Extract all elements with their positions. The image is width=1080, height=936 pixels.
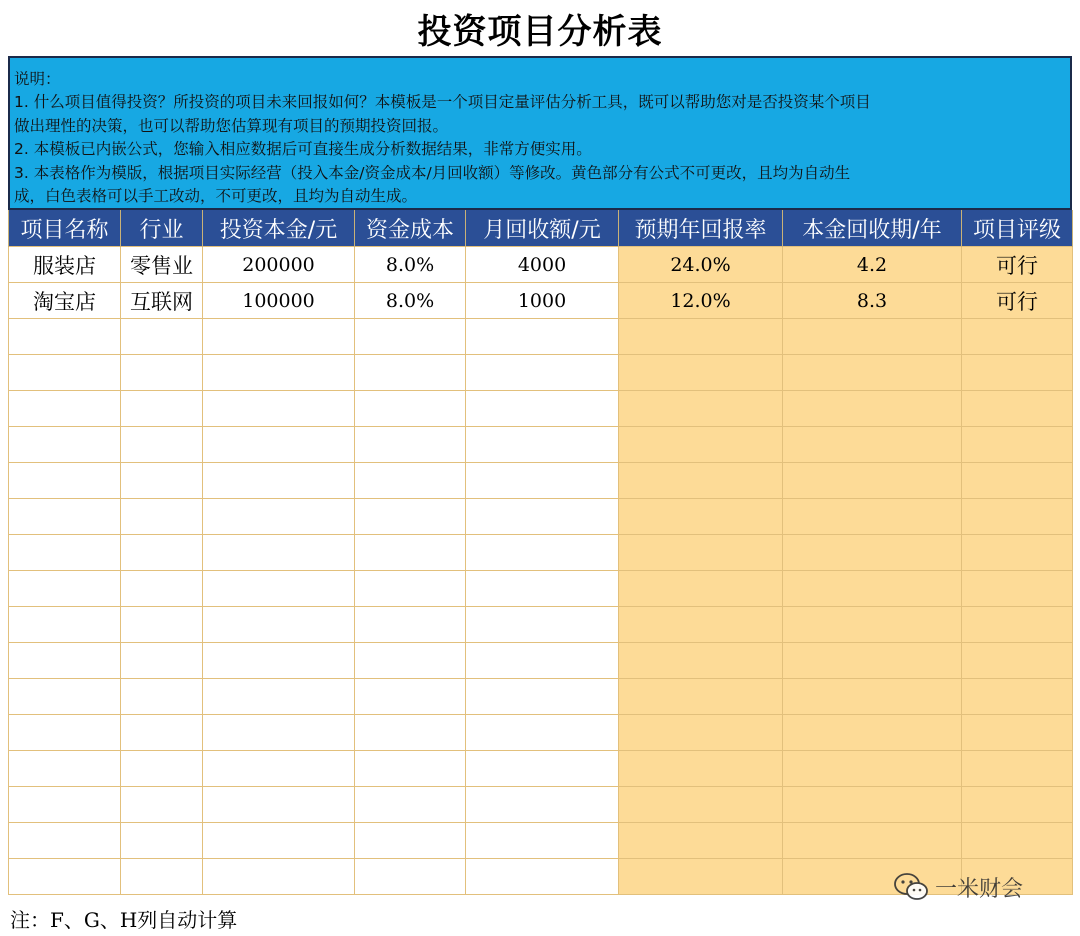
- cell-principal[interactable]: [203, 607, 355, 643]
- cell-industry[interactable]: [121, 679, 203, 715]
- cell-monthly-return[interactable]: [466, 823, 619, 859]
- cell-project-name[interactable]: [9, 607, 121, 643]
- cell-principal[interactable]: 100000: [203, 283, 355, 319]
- cell-annual-return-rate[interactable]: [619, 535, 783, 571]
- cell-project-name[interactable]: [9, 535, 121, 571]
- cell-annual-return-rate[interactable]: [619, 571, 783, 607]
- cell-industry[interactable]: [121, 463, 203, 499]
- cell-payback-period[interactable]: [783, 319, 962, 355]
- cell-annual-return-rate[interactable]: [619, 823, 783, 859]
- cell-rating[interactable]: [962, 463, 1073, 499]
- description-line: 做出理性的决策，也可以帮助您估算现有项目的预期投资回报。: [14, 116, 449, 135]
- cell-capital-cost[interactable]: [355, 355, 466, 391]
- cell-project-name[interactable]: [9, 319, 121, 355]
- cell-project-name[interactable]: [9, 427, 121, 463]
- cell-monthly-return[interactable]: [466, 643, 619, 679]
- cell-industry[interactable]: 零售业: [121, 247, 203, 283]
- header-project-name[interactable]: 项目名称: [9, 210, 121, 247]
- cell-rating[interactable]: [962, 823, 1073, 859]
- cell-capital-cost[interactable]: [355, 499, 466, 535]
- cell-capital-cost[interactable]: [355, 823, 466, 859]
- cell-rating[interactable]: [962, 679, 1073, 715]
- cell-capital-cost[interactable]: [355, 463, 466, 499]
- cell-monthly-return[interactable]: [466, 571, 619, 607]
- cell-capital-cost[interactable]: [355, 787, 466, 823]
- cell-project-name[interactable]: [9, 823, 121, 859]
- cell-payback-period[interactable]: [783, 643, 962, 679]
- table-row: [9, 427, 1073, 463]
- cell-payback-period[interactable]: [783, 499, 962, 535]
- cell-principal[interactable]: 200000: [203, 247, 355, 283]
- cell-payback-period[interactable]: 4.2: [783, 247, 962, 283]
- cell-principal[interactable]: [203, 787, 355, 823]
- table-row: [9, 319, 1073, 355]
- cell-annual-return-rate[interactable]: [619, 427, 783, 463]
- cell-monthly-return[interactable]: 4000: [466, 247, 619, 283]
- cell-capital-cost[interactable]: 8.0%: [355, 247, 466, 283]
- description-line: 说明：: [14, 70, 61, 88]
- cell-principal[interactable]: [203, 427, 355, 463]
- cell-annual-return-rate[interactable]: 12.0%: [619, 283, 783, 319]
- cell-capital-cost[interactable]: [355, 715, 466, 751]
- cell-industry[interactable]: [121, 607, 203, 643]
- cell-payback-period[interactable]: [783, 463, 962, 499]
- cell-project-name[interactable]: [9, 751, 121, 787]
- cell-annual-return-rate[interactable]: [619, 499, 783, 535]
- cell-annual-return-rate[interactable]: [619, 643, 783, 679]
- header-industry[interactable]: 行业: [121, 210, 203, 247]
- watermark: [893, 868, 1023, 906]
- table-row: [9, 391, 1073, 427]
- cell-rating[interactable]: [962, 391, 1073, 427]
- cell-industry[interactable]: [121, 823, 203, 859]
- table-row: [9, 463, 1073, 499]
- cell-rating[interactable]: [962, 535, 1073, 571]
- cell-annual-return-rate[interactable]: [619, 391, 783, 427]
- cell-payback-period[interactable]: [783, 715, 962, 751]
- table-header-row: [9, 210, 1073, 247]
- cell-rating[interactable]: [962, 427, 1073, 463]
- footnote: 注：F、G、H列自动计算: [10, 907, 238, 932]
- cell-monthly-return[interactable]: [466, 751, 619, 787]
- cell-annual-return-rate[interactable]: [619, 715, 783, 751]
- cell-rating[interactable]: [962, 499, 1073, 535]
- cell-rating[interactable]: 可行: [962, 283, 1073, 319]
- header-rating[interactable]: 项目评级: [962, 210, 1073, 247]
- cell-monthly-return[interactable]: [466, 319, 619, 355]
- cell-rating[interactable]: [962, 643, 1073, 679]
- page-title: 投资项目分析表: [417, 11, 663, 52]
- cell-capital-cost[interactable]: [355, 319, 466, 355]
- cell-principal[interactable]: [203, 571, 355, 607]
- cell-rating[interactable]: [962, 571, 1073, 607]
- cell-project-name[interactable]: [9, 463, 121, 499]
- table-row: [9, 679, 1073, 715]
- cell-monthly-return[interactable]: [466, 427, 619, 463]
- table-row: [9, 535, 1073, 571]
- cell-annual-return-rate[interactable]: 24.0%: [619, 247, 783, 283]
- cell-capital-cost[interactable]: 8.0%: [355, 283, 466, 319]
- table-row: [9, 247, 1073, 283]
- cell-industry[interactable]: [121, 859, 203, 895]
- cell-project-name[interactable]: [9, 679, 121, 715]
- cell-monthly-return[interactable]: 1000: [466, 283, 619, 319]
- cell-capital-cost[interactable]: [355, 859, 466, 895]
- table-row: [9, 643, 1073, 679]
- header-payback-period[interactable]: 本金回收期/年: [783, 210, 962, 247]
- table-row: [9, 787, 1073, 823]
- cell-monthly-return[interactable]: [466, 391, 619, 427]
- cell-principal[interactable]: [203, 715, 355, 751]
- cell-industry[interactable]: [121, 355, 203, 391]
- cell-rating[interactable]: [962, 751, 1073, 787]
- cell-capital-cost[interactable]: [355, 571, 466, 607]
- cell-capital-cost[interactable]: [355, 607, 466, 643]
- cell-monthly-return[interactable]: [466, 715, 619, 751]
- cell-principal[interactable]: [203, 823, 355, 859]
- cell-monthly-return[interactable]: [466, 535, 619, 571]
- description-line: 2. 本模板已内嵌公式，您输入相应数据后可直接生成分析数据结果，非常方便实用。: [14, 140, 592, 159]
- cell-capital-cost[interactable]: [355, 643, 466, 679]
- cell-project-name[interactable]: [9, 643, 121, 679]
- description-box: [8, 56, 1072, 210]
- cell-capital-cost[interactable]: [355, 679, 466, 715]
- cell-industry[interactable]: 互联网: [121, 283, 203, 319]
- cell-rating[interactable]: [962, 355, 1073, 391]
- cell-capital-cost[interactable]: [355, 391, 466, 427]
- cell-annual-return-rate[interactable]: [619, 319, 783, 355]
- cell-annual-return-rate[interactable]: [619, 355, 783, 391]
- cell-project-name[interactable]: [9, 391, 121, 427]
- cell-annual-return-rate[interactable]: [619, 679, 783, 715]
- cell-payback-period[interactable]: [783, 391, 962, 427]
- cell-principal[interactable]: [203, 679, 355, 715]
- table-row: [9, 607, 1073, 643]
- cell-payback-period[interactable]: [783, 679, 962, 715]
- header-principal[interactable]: 投资本金/元: [203, 210, 355, 247]
- cell-annual-return-rate[interactable]: [619, 751, 783, 787]
- description-line: 3. 本表格作为模版，根据项目实际经营（投入本金/资金成本/月回收额）等修改。黄色部分有公式不可更改，且均为自动生: [14, 163, 851, 182]
- cell-rating[interactable]: [962, 319, 1073, 355]
- cell-rating[interactable]: 可行: [962, 247, 1073, 283]
- cell-industry[interactable]: [121, 319, 203, 355]
- cell-project-name[interactable]: [9, 571, 121, 607]
- cell-payback-period[interactable]: [783, 823, 962, 859]
- cell-payback-period[interactable]: [783, 427, 962, 463]
- cell-project-name[interactable]: [9, 859, 121, 895]
- table-row: [9, 823, 1073, 859]
- cell-annual-return-rate[interactable]: [619, 787, 783, 823]
- cell-monthly-return[interactable]: [466, 607, 619, 643]
- cell-principal[interactable]: [203, 463, 355, 499]
- cell-monthly-return[interactable]: [466, 463, 619, 499]
- cell-payback-period[interactable]: [783, 751, 962, 787]
- cell-industry[interactable]: [121, 715, 203, 751]
- cell-monthly-return[interactable]: [466, 859, 619, 895]
- cell-project-name[interactable]: 淘宝店: [9, 283, 121, 319]
- description-line: 成，白色表格可以手工改动，不可更改，且均为自动生成。: [14, 187, 418, 206]
- cell-project-name[interactable]: 服装店: [9, 247, 121, 283]
- cell-annual-return-rate[interactable]: [619, 859, 783, 895]
- description-line: 1. 什么项目值得投资？所投资的项目未来回报如何？本模板是一个项目定量评估分析工具，既可以帮助您对是否投资某个项目: [14, 93, 871, 112]
- cell-project-name[interactable]: [9, 355, 121, 391]
- table-row: [9, 355, 1073, 391]
- table-body: [9, 247, 1073, 895]
- table-row: [9, 283, 1073, 319]
- cell-industry[interactable]: [121, 427, 203, 463]
- cell-payback-period[interactable]: [783, 355, 962, 391]
- cell-principal[interactable]: [203, 499, 355, 535]
- cell-annual-return-rate[interactable]: [619, 463, 783, 499]
- cell-capital-cost[interactable]: [355, 535, 466, 571]
- cell-rating[interactable]: [962, 787, 1073, 823]
- cell-payback-period[interactable]: [783, 787, 962, 823]
- table-row: [9, 571, 1073, 607]
- table-row: [9, 499, 1073, 535]
- cell-principal[interactable]: [203, 535, 355, 571]
- cell-capital-cost[interactable]: [355, 751, 466, 787]
- cell-industry[interactable]: [121, 751, 203, 787]
- cell-payback-period[interactable]: [783, 535, 962, 571]
- cell-rating[interactable]: [962, 715, 1073, 751]
- cell-capital-cost[interactable]: [355, 427, 466, 463]
- cell-industry[interactable]: [121, 643, 203, 679]
- watermark-text: 一米财会: [935, 876, 1024, 902]
- cell-industry[interactable]: [121, 391, 203, 427]
- cell-project-name[interactable]: [9, 787, 121, 823]
- header-monthly-return[interactable]: 月回收额/元: [466, 210, 619, 247]
- cell-project-name[interactable]: [9, 499, 121, 535]
- cell-principal[interactable]: [203, 643, 355, 679]
- cell-monthly-return[interactable]: [466, 787, 619, 823]
- cell-monthly-return[interactable]: [466, 355, 619, 391]
- cell-payback-period[interactable]: [783, 607, 962, 643]
- table-row: [9, 751, 1073, 787]
- cell-annual-return-rate[interactable]: [619, 607, 783, 643]
- cell-monthly-return[interactable]: [466, 679, 619, 715]
- cell-principal[interactable]: [203, 355, 355, 391]
- cell-project-name[interactable]: [9, 715, 121, 751]
- cell-principal[interactable]: [203, 391, 355, 427]
- cell-principal[interactable]: [203, 859, 355, 895]
- header-capital-cost[interactable]: 资金成本: [355, 210, 466, 247]
- analysis-table: [8, 210, 1073, 895]
- cell-payback-period[interactable]: [783, 571, 962, 607]
- cell-payback-period[interactable]: 8.3: [783, 283, 962, 319]
- cell-principal[interactable]: [203, 319, 355, 355]
- cell-monthly-return[interactable]: [466, 499, 619, 535]
- cell-industry[interactable]: [121, 787, 203, 823]
- cell-rating[interactable]: [962, 607, 1073, 643]
- wechat-icon: [893, 872, 929, 902]
- table-row: [9, 715, 1073, 751]
- header-annual-return-rate[interactable]: 预期年回报率: [619, 210, 783, 247]
- cell-industry[interactable]: [121, 571, 203, 607]
- cell-industry[interactable]: [121, 499, 203, 535]
- cell-industry[interactable]: [121, 535, 203, 571]
- cell-principal[interactable]: [203, 751, 355, 787]
